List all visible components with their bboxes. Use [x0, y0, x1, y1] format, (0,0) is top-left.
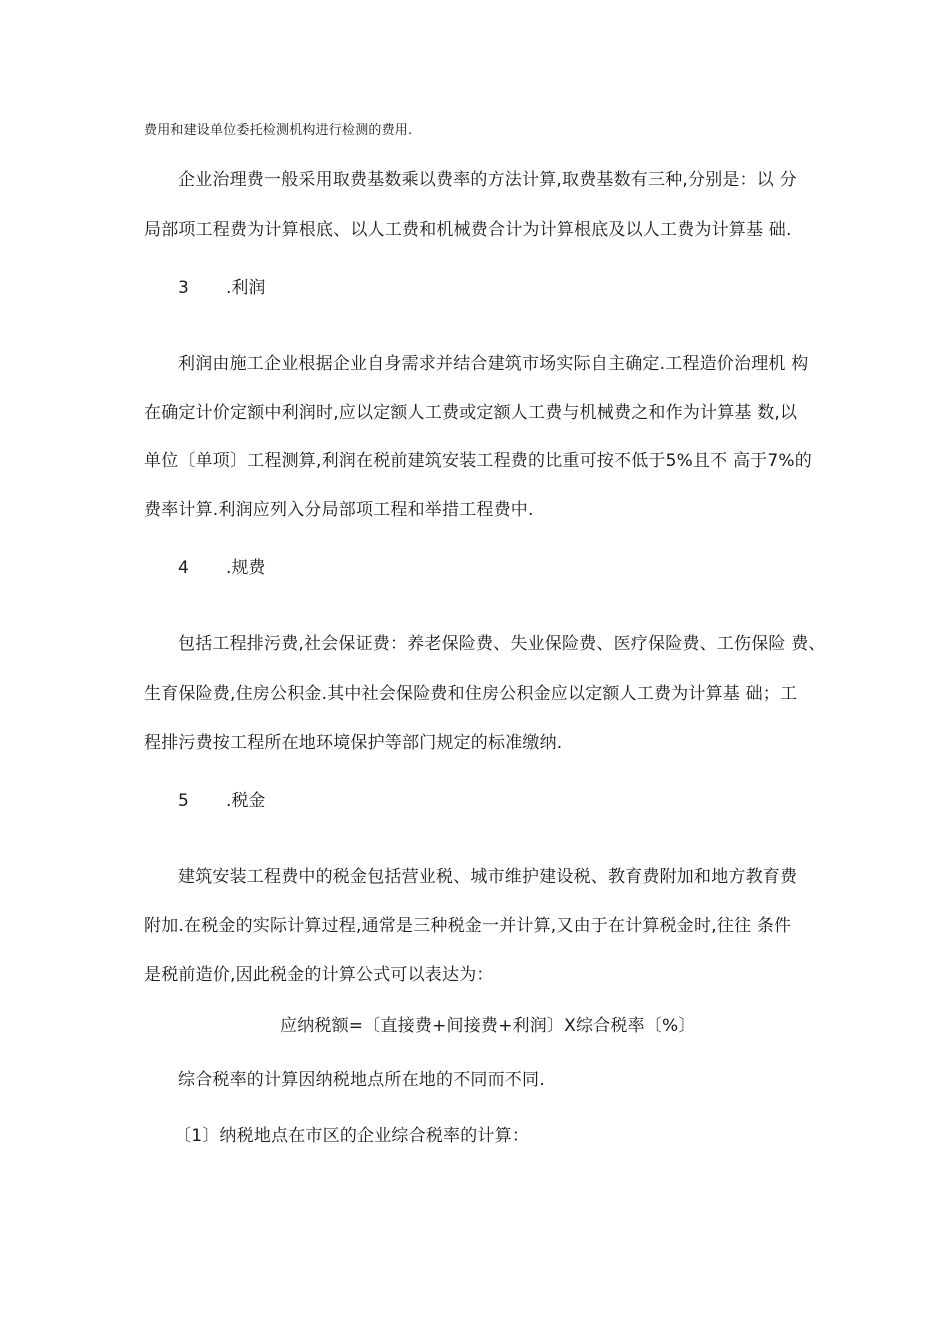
- profit-paragraph-line-4: 费率计算.利润应列入分局部项工程和举措工程费中.: [144, 500, 534, 520]
- rate-paragraph: 综合税率的计算因纳税地点所在地的不同而不同.: [178, 1070, 545, 1090]
- profit-paragraph-line-3: 单位〔单项〕工程测算,利润在税前建筑安装工程费的比重可按不低于5%且不 高于7%的: [144, 451, 812, 471]
- section-3-number: 3: [178, 278, 189, 298]
- fees-paragraph-line-3: 程排污费按工程所在地环境保护等部门规定的标准缴纳.: [144, 733, 563, 753]
- tax-paragraph-line-3: 是税前造价,因此税金的计算公式可以表达为：: [144, 965, 494, 985]
- fees-paragraph-line-1: 包括工程排污费,社会保证费：养老保险费、失业保险费、医疗保险费、工伤保险 费、: [178, 634, 826, 654]
- profit-paragraph-line-2: 在确定计价定额中利润时,应以定额人工费或定额人工费与机械费之和作为计算基 数,以: [144, 403, 798, 423]
- tax-paragraph-line-1: 建筑安装工程费中的税金包括营业税、城市维护建设税、教育费附加和地方教育费: [178, 867, 798, 887]
- section-5-title: .税金: [226, 791, 266, 811]
- continuation-line: 费用和建设单位委托检测机构进行检测的费用.: [144, 123, 413, 138]
- mgmt-fee-paragraph-line-1: 企业治理费一般采用取费基数乘以费率的方法计算,取费基数有三种,分别是：以 分: [178, 170, 797, 190]
- mgmt-fee-paragraph-line-2: 局部项工程费为计算根底、以人工费和机械费合计为计算根底及以人工费为计算基 础.: [144, 220, 792, 240]
- item-1-line: 〔1〕纳税地点在市区的企业综合税率的计算：: [174, 1126, 530, 1146]
- section-5-number: 5: [178, 791, 189, 811]
- section-4-number: 4: [178, 558, 189, 578]
- tax-formula: 应纳税额=〔直接费+间接费+利润〕X综合税率〔%〕: [280, 1016, 696, 1036]
- section-3-title: .利润: [226, 278, 266, 298]
- tax-paragraph-line-2: 附加.在税金的实际计算过程,通常是三种税金一并计算,又由于在计算税金时,往往 条件: [144, 916, 792, 936]
- profit-paragraph-line-1: 利润由施工企业根据企业自身需求并结合建筑市场实际自主确定.工程造价治理机 构: [178, 354, 809, 374]
- section-4-title: .规费: [226, 558, 266, 578]
- fees-paragraph-line-2: 生育保险费,住房公积金.其中社会保险费和住房公积金应以定额人工费为计算基 础；工: [144, 684, 798, 704]
